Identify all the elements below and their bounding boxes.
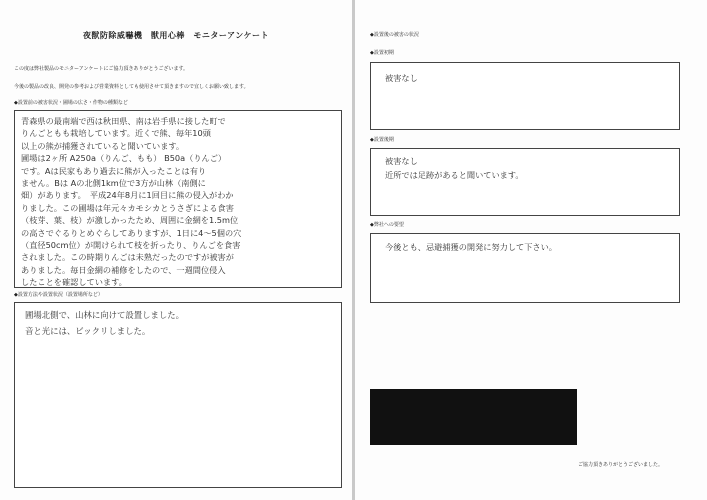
answer-line: ません。Bは Aの北側1km位で3方が山林（南側に [21, 178, 206, 189]
intro-line-2: 今後の製品の改良、開発の参考および営業資料としても使用させて頂きますので宜しくお願い致します。 [14, 84, 249, 90]
answer-line: （直径50cm位）が開けられて枝を折ったり、りんごを食害 [21, 240, 241, 251]
request-answer-box [370, 233, 680, 303]
pre-install-answer-text [21, 115, 241, 289]
answer-line: 圃場は2ヶ所 A250a（りんご、もも） B50a（りんご） [21, 153, 227, 164]
install-method-answer-box [14, 302, 342, 488]
answer-line: 畑）があります。 平成24年8月に1回目に熊の侵入がわか [21, 190, 234, 201]
redacted-block [370, 389, 577, 445]
answer-line: りんごともも栽培しています。近くで熊、毎年10頭 [21, 128, 211, 139]
after-install-heading: ◆設置後の被害の状況 [370, 32, 419, 38]
answer-line: したことを確認しています。 [21, 277, 127, 288]
answer-line: りました。この圃場は年元々カモシカとうさぎによる食害 [21, 202, 234, 213]
answer-line: 青森県の最南端で西は秋田県、南は岩手県に接した町で [21, 116, 226, 126]
install-method-answer-text [25, 307, 184, 339]
answer-line: 被害なし [385, 156, 418, 166]
answer-line: 圃場北側で、山林に向けて設置しました。 [25, 310, 184, 320]
answer-line: 近所では足跡があると聞いています。 [385, 170, 524, 180]
answer-line: されました。この時期りんごは未熟だったのですが被害が [21, 252, 234, 263]
request-answer-text [385, 240, 557, 254]
survey-title: 夜獣防除威嚇機 獣用心棒 モニターアンケート [82, 31, 270, 40]
answer-line: です。Aは民家もあり過去に熊が入ったことは有り [21, 165, 207, 176]
answer-line: 今後とも、忌避捕獲の開発に努力して下さい。 [385, 242, 557, 252]
section-install-method-heading: ◆設置方法や設置状況（設置場所など） [14, 292, 103, 298]
early-period-answer-text [385, 71, 418, 85]
pre-install-answer-box [14, 110, 342, 288]
answer-line: ありました。毎日金網の補修をしたので、一週間位侵入 [21, 264, 226, 275]
later-period-heading: ◆設置後期 [370, 137, 394, 143]
early-period-heading: ◆設置初期 [370, 50, 394, 56]
later-period-answer-text [385, 154, 524, 182]
answer-line: 以上の熊が捕獲されていると聞いています。 [21, 140, 185, 151]
section-pre-install-heading: ◆設置前の被害状況・圃場の広さ・作物の種類など [14, 100, 128, 106]
later-period-answer-box [370, 148, 680, 216]
left-page [0, 0, 352, 500]
thank-you-note: ご協力頂きありがとうございました。 [578, 462, 664, 468]
request-heading: ◆弊社への要望 [370, 222, 404, 228]
early-period-answer-box [370, 62, 680, 130]
answer-line: 音と光には、ビックリしました。 [25, 326, 151, 336]
answer-line: の高さでぐるりとめぐらしてありますが、1日に4〜5個の穴 [21, 227, 242, 238]
answer-line: （枝芽、葉、枝）が激しかったため、周囲に金網を1.5m位 [21, 215, 239, 226]
answer-line: 被害なし [385, 73, 418, 83]
intro-line-1: この度は弊社製品のモニターアンケートにご協力頂きありがとうございます。 [14, 66, 189, 72]
